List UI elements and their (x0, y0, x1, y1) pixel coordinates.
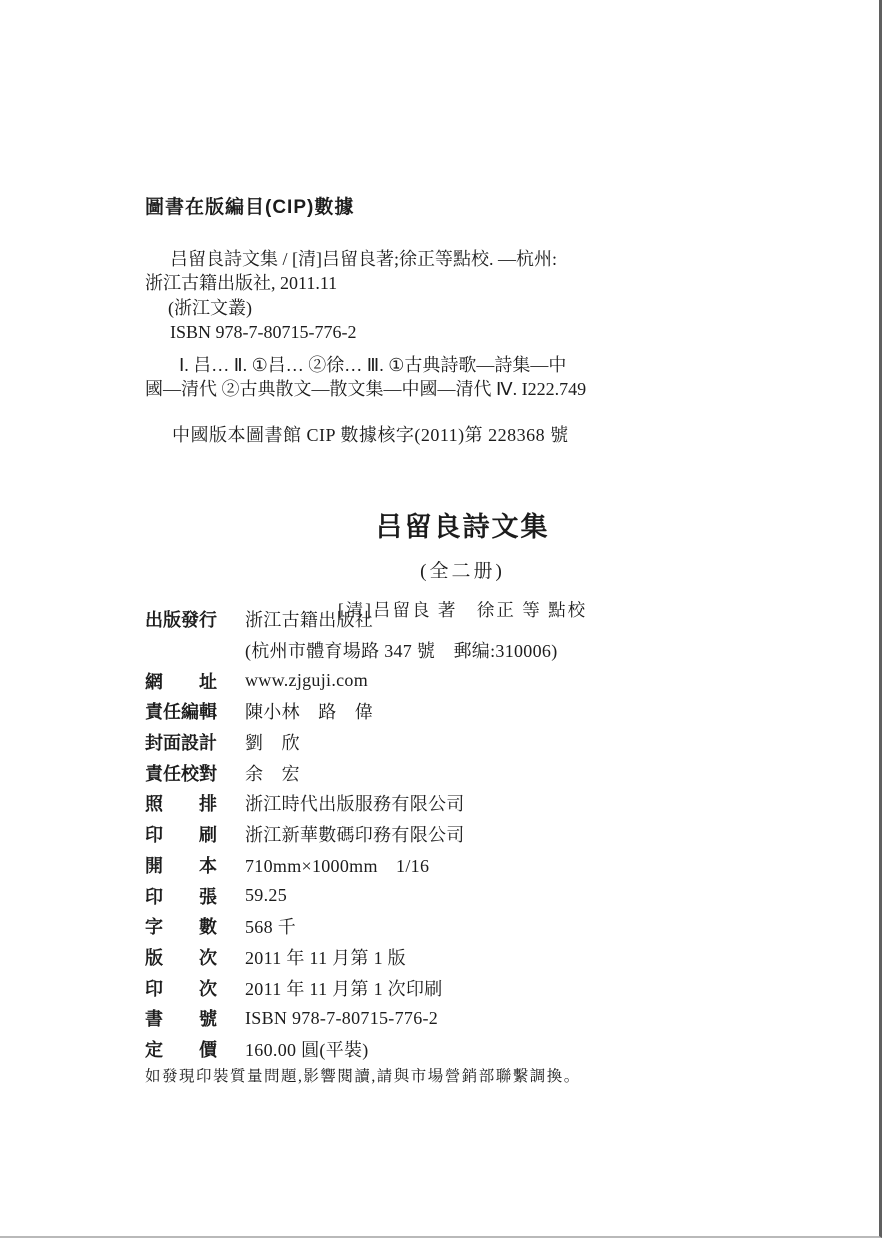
colophon-value: 59.25 (245, 885, 287, 906)
cip-classification (145, 353, 657, 402)
cip-block (145, 196, 657, 447)
colophon-label: 開 本 (145, 855, 217, 876)
colophon-value: 568 千 (245, 917, 296, 938)
colophon-row-price (145, 1034, 685, 1065)
colophon-value: (杭州市體育場路 347 號 郵编:310006) (245, 641, 558, 662)
colophon-label: 版 次 (145, 947, 217, 968)
colophon-label: 印 次 (145, 978, 217, 999)
colophon-row-address (145, 635, 685, 666)
colophon-value: 余 宏 (245, 763, 300, 784)
cip-class-line2: 國—清代 ②古典散文—散文集—中國—清代 Ⅳ. I222.749 (145, 379, 587, 399)
colophon-row-format (145, 850, 685, 881)
colophon-row-editor (145, 696, 685, 727)
colophon-row-isbn (145, 1003, 685, 1034)
colophon-value: 浙江古籍出版社 (245, 610, 374, 631)
book-byline: [清]吕留良 著 徐正 等 點校 (337, 600, 588, 620)
colophon-label: 書 號 (145, 1009, 217, 1030)
colophon-row-typesetting (145, 788, 685, 819)
cip-entry-line2: 浙江古籍出版社, 2011.11 (145, 273, 338, 293)
quality-note: 如發現印裝質量問題,影響閱讀,請與市場營銷部聯繫調換。 (145, 1068, 581, 1085)
colophon-value: 浙江新華數碼印務有限公司 (245, 825, 465, 846)
book-title: 吕留良詩文集 (375, 512, 550, 542)
colophon-value: www.zjguji.com (245, 670, 369, 691)
cip-record-number: 中國版本圖書館 CIP 數據核字(2011)第 228368 號 (172, 424, 569, 445)
book-volume-note: (全二册) (420, 561, 505, 582)
colophon-label: 印 張 (145, 886, 217, 907)
colophon-label: 責任校對 (145, 763, 217, 784)
colophon-row-publisher (145, 604, 685, 635)
colophon-row-word-count (145, 911, 685, 942)
colophon-value: 160.00 圓(平裝) (245, 1039, 369, 1060)
colophon-value: 浙江時代出版服務有限公司 (245, 794, 465, 815)
cip-isbn-line: ISBN 978-7-80715-776-2 (170, 322, 357, 342)
colophon-label: 定 價 (145, 1039, 217, 1060)
colophon-value: 2011 年 11 月第 1 次印刷 (245, 978, 443, 999)
colophon-row-sheets (145, 880, 685, 911)
colophon-row-printing (145, 819, 685, 850)
colophon-label: 出版發行 (145, 610, 217, 631)
colophon-value: 陳小林 路 偉 (245, 702, 374, 723)
cip-series-line: (浙江文叢) (168, 297, 252, 318)
colophon-value: 710mm×1000mm 1/16 (245, 855, 430, 876)
cip-class-line1: Ⅰ. 吕… Ⅱ. ①吕… ②徐… Ⅲ. ①古典詩歌—詩集—中 (179, 354, 567, 375)
colophon-row-edition (145, 942, 685, 973)
cip-header: 圖書在版編目(CIP)數據 (145, 197, 355, 218)
colophon-label: 字 數 (145, 917, 217, 938)
colophon-label: 封面設計 (145, 733, 217, 754)
colophon-label: 印 刷 (145, 825, 217, 846)
cip-entry-line1: 吕留良詩文集 / [清]吕留良著;徐正等點校. —杭州: (170, 248, 557, 269)
colophon-label: 責任編輯 (145, 702, 217, 723)
colophon-block (145, 604, 685, 1064)
colophon-label: 照 排 (145, 794, 217, 815)
colophon-row-website (145, 665, 685, 696)
colophon-row-impression (145, 972, 685, 1003)
colophon-value: ISBN 978-7-80715-776-2 (245, 1007, 439, 1028)
colophon-label: 網 址 (145, 671, 217, 692)
colophon-value: 劉 欣 (245, 733, 300, 754)
colophon-value: 2011 年 11 月第 1 版 (245, 947, 406, 968)
colophon-row-proofreader (145, 757, 685, 788)
colophon-row-cover-design (145, 727, 685, 758)
